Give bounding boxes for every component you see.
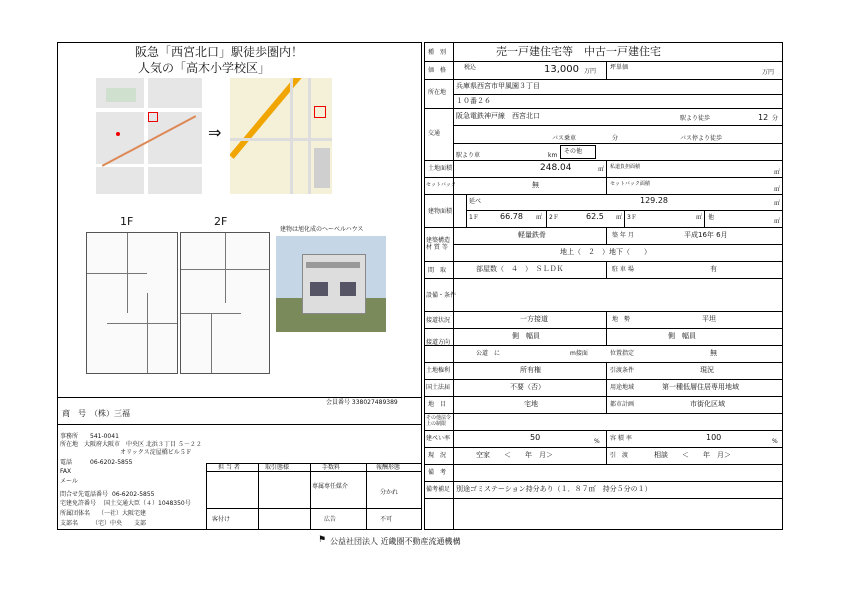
land-right-label: 土地権利 (426, 367, 451, 374)
private-road-label: 私道負担面積 (610, 164, 641, 170)
tbl-v4: 分かれ (380, 489, 399, 496)
floor2-m2: ㎡ (616, 214, 623, 221)
trade-label: 商 号 (62, 409, 86, 418)
footer-logo-icon: ⚑ (318, 535, 327, 545)
bus-ride: バス乗車 (552, 135, 577, 142)
status-label: 現 況 (428, 452, 447, 459)
floor1-label: 1Ｆ (469, 214, 479, 221)
built-label: 築 年 月 (612, 232, 634, 239)
tbl-h5: 客付け (212, 516, 231, 523)
bus-minutes: 分 (612, 135, 619, 142)
far-value: 100 (706, 433, 722, 442)
floor-plan-1f (86, 232, 178, 374)
far-label: 容 積 率 (610, 435, 632, 442)
zip-label: 事務所 (60, 433, 79, 440)
plan-2f-label: 2F (214, 215, 228, 228)
tbl-v6: 不可 (380, 516, 393, 523)
setback-area-m2: ㎡ (774, 186, 781, 193)
address-line2: オリックス淀屋橋ビル５Ｆ (120, 449, 192, 456)
inquiry-value: 06-6202-5855 (112, 491, 155, 498)
tbl-h6: 広告 (324, 516, 337, 523)
nla-value: 不要（否） (510, 383, 545, 391)
bus-walk: バス停より徒歩 (680, 135, 723, 142)
branch-label: 支部名 (60, 520, 79, 527)
station-value: 阪急電鉄神戸線 西宮北口 (456, 112, 540, 120)
zoning-label: 用途地域 (610, 384, 635, 391)
terrain-label: 地 勢 (612, 316, 631, 323)
price-tax: 税込 (464, 64, 477, 71)
traffic-label: 交通 (428, 130, 441, 137)
price-tsubo-label: 坪単価 (610, 64, 629, 71)
terrain-value: 平坦 (702, 315, 716, 323)
setback-value: 無 (532, 181, 539, 189)
type-label: 種 別 (428, 49, 447, 56)
total-label: 延べ (469, 198, 482, 205)
designation-value: 無 (710, 349, 717, 357)
car-label: 駅より車 (456, 152, 481, 159)
public-road: 公道 に (476, 350, 501, 357)
designation-label: 位置指定 (610, 350, 635, 357)
other-floor-label: 他 (708, 214, 715, 221)
building-photo (276, 236, 386, 332)
fax-label: FAX (60, 468, 72, 475)
layout-label: 間 取 (428, 267, 447, 274)
built-value: 平成16年 6月 (684, 231, 728, 239)
road2-value: 側 幅員 (668, 332, 696, 340)
zip-value: 541-0041 (90, 433, 119, 440)
other-floor-m2: ㎡ (774, 218, 781, 225)
layout-value: 部屋数（ ４ ） ＳＬＤＫ (476, 265, 564, 273)
supplement-value: 別途ゴミステーション持分あり（１．８７㎡ 持分５分の１） (456, 485, 652, 493)
struct-label: 建築構造 材 質 等 (426, 237, 451, 251)
floor3-label: 3Ｆ (627, 214, 637, 221)
footer-org: 公益社団法人 近畿圏不動産流通機構 (330, 537, 461, 546)
address-label: 所在地 (60, 441, 79, 448)
trade-name: （株）三福 (90, 409, 130, 418)
total-value: 129.28 (640, 196, 668, 205)
equip-label: 設備・条件 (426, 292, 457, 299)
parking-value: 有 (710, 265, 717, 273)
bcr-value: 50 (530, 433, 541, 442)
struct-value: 軽量鉄骨 (518, 231, 546, 239)
price-unit: 万円 (584, 68, 597, 75)
arrow-icon: ⇒ (208, 123, 222, 142)
member-number: 会員番号 338027489389 (326, 399, 398, 406)
limit-label: その他法令上の制限 (426, 415, 452, 427)
km-unit: km (548, 152, 558, 159)
far-pct: % (772, 438, 778, 445)
floor3-m2: ㎡ (696, 214, 703, 221)
supplement-label: 備考補足 (426, 486, 451, 493)
floor2-label: 2Ｆ (549, 214, 559, 221)
nla-label: 国土法届 (426, 384, 451, 391)
inquiry-label: 問合せ先電話番号 (60, 491, 109, 498)
chimoku-value: 宅地 (524, 400, 538, 408)
address-line1: 大阪府大阪市 中央区 北浜３丁目 ５－２２ (84, 441, 202, 448)
plan-1f-label: 1F (120, 215, 134, 228)
mail-label: メール (60, 478, 78, 485)
tbl-h3: 手数料 (322, 464, 341, 471)
land-m2: ㎡ (598, 166, 605, 173)
branch-value: （宅）中央 支部 (92, 520, 147, 527)
walk-unit: 分 (772, 115, 779, 122)
floor1-value: 66.78 (500, 212, 523, 221)
status-value: 空家 ＜ 年 月＞ (476, 451, 553, 459)
zoom-map (230, 78, 332, 194)
type-value: 売一戸建住宅等 中古一戸建住宅 (496, 45, 661, 58)
loc-label: 所在地 (428, 89, 447, 96)
handover-label: 引 渡 (610, 452, 629, 459)
headline-1: 阪急「西宮北口」駅徒歩圏内！ (135, 45, 304, 59)
land-right-value: 所有権 (520, 366, 541, 374)
price-unit2: 万円 (762, 69, 775, 76)
total-m2: ㎡ (774, 200, 781, 207)
handover-value: 相談 ＜ 年 月＞ (654, 451, 731, 459)
walk-label: 駅より徒歩 (680, 115, 711, 122)
bcr-pct: % (594, 438, 600, 445)
bcr-label: 建ぺい率 (426, 435, 451, 442)
deliver-value: 現況 (700, 366, 714, 374)
remarks-label: 備 考 (428, 469, 447, 476)
photo-caption: 建物は旭化成のヘーベルハウス (280, 226, 364, 233)
price-label: 価 格 (428, 67, 447, 74)
parking-label: 駐 車 場 (612, 266, 634, 273)
road-label: 接道状況 (426, 317, 451, 324)
tbl-v3: 専属専任媒介 (312, 483, 349, 490)
deliver-label: 引渡条件 (610, 367, 635, 374)
headline-2: 人気の「高木小学校区」 (138, 61, 271, 75)
setback-area-label: セットバック面積 (610, 181, 650, 187)
chimoku-label: 地 目 (428, 401, 447, 408)
walk-minutes: 12 (758, 113, 769, 122)
floor1-m2: ㎡ (536, 214, 543, 221)
floor-plan-2f (180, 232, 270, 374)
road-value: 一方接道 (520, 315, 548, 323)
road1-value: 側 幅員 (512, 332, 540, 340)
road-dir-label: 接道方向 (426, 339, 451, 346)
tel-value: 06-6202-5855 (90, 459, 133, 466)
assoc-value: （一社）大阪宅建 (98, 510, 147, 517)
floor2-value: 62.5 (586, 212, 604, 221)
price-value: 13,000 (544, 64, 579, 75)
license-value: 国土交通大臣（４）1048350号 (104, 500, 191, 507)
zoning-value: 第一種低層住居専用地域 (662, 383, 739, 391)
land-label: 土地面積 (428, 165, 453, 172)
tbl-h2: 取引態様 (265, 464, 290, 471)
loc-line1: 兵庫県西宮市甲風園３丁目 (456, 82, 540, 90)
bldg-label: 建物面積 (428, 208, 453, 215)
loc-line2: １０番２６ (456, 97, 491, 105)
contact-width: m接面 (570, 350, 588, 357)
license-label: 宅建免許番号 (60, 500, 97, 507)
city-plan-label: 都市計画 (610, 401, 635, 408)
area-map (96, 78, 202, 194)
tel-label: 電話 (60, 459, 73, 466)
assoc-label: 所属団体名 (60, 510, 91, 517)
city-plan-value: 市街化区域 (690, 400, 725, 408)
land-value: 248.04 (540, 163, 572, 173)
setback-label: セットバック (426, 182, 456, 188)
floors-value: 地上（ ２ ）地下（ ） (560, 248, 651, 256)
private-road-m2: ㎡ (774, 169, 781, 176)
tbl-h1: 担 当 者 (218, 464, 240, 471)
other-traffic: その他 (564, 148, 583, 155)
tbl-h4: 報酬形態 (376, 464, 401, 471)
